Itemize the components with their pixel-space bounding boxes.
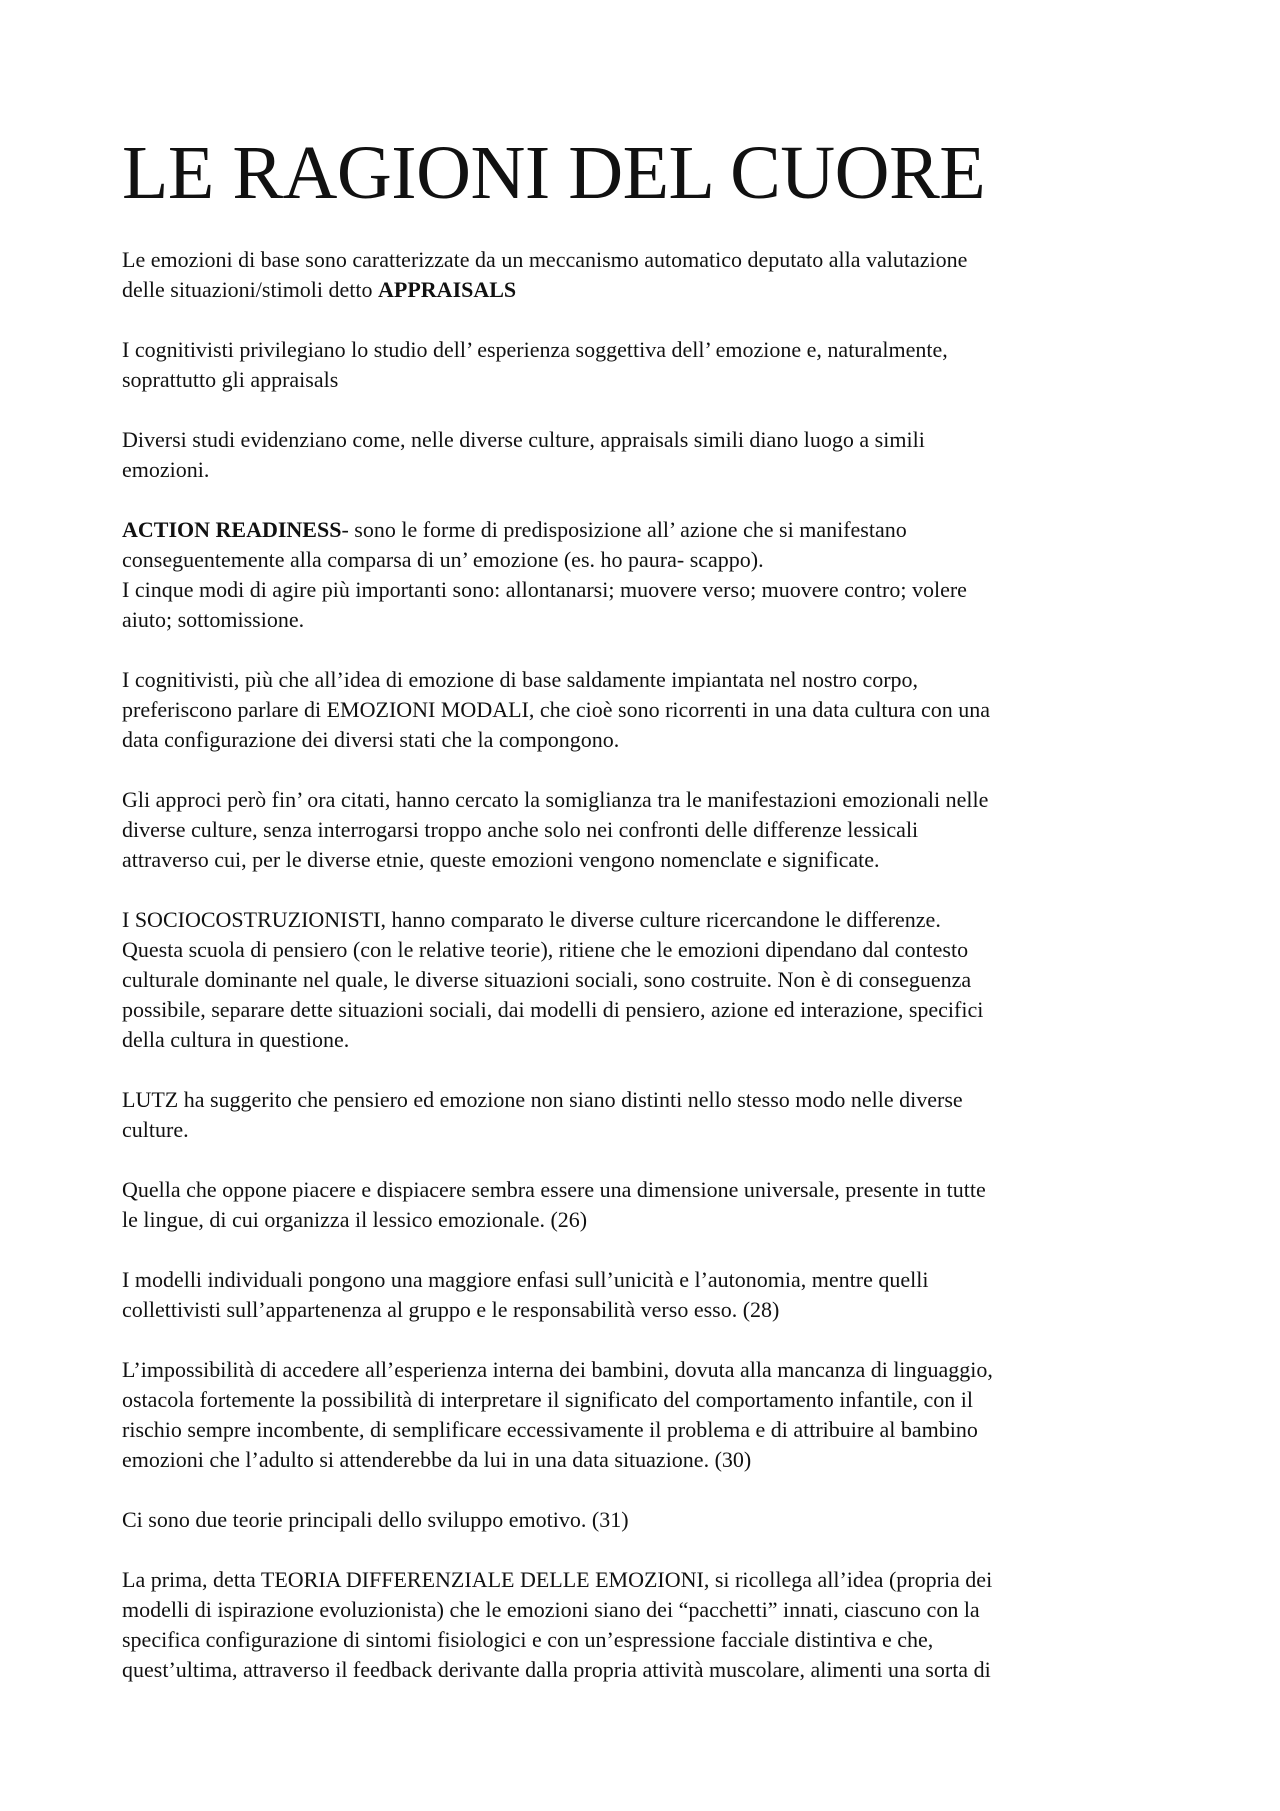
- paragraph-individual-models: [122, 1265, 1182, 1325]
- paragraph-action-readiness: [122, 515, 1182, 635]
- paragraph-socioconstructionists: [122, 905, 1182, 1055]
- text-line: attraverso cui, per le diverse etnie, queste emozioni vengono nomenclate e significate.: [122, 847, 880, 872]
- text-line: LUTZ ha suggerito che pensiero ed emozione non siano distinti nello stesso modo nelle diverse: [122, 1087, 963, 1112]
- text-line: diverse culture, senza interrogarsi troppo anche solo nei confronti delle differenze lessicali: [122, 817, 919, 842]
- text-line: data configurazione dei diversi stati che la compongono.: [122, 727, 620, 752]
- text-line: possibile, separare dette situazioni sociali, dai modelli di pensiero, azione ed interazione, specifici: [122, 997, 984, 1022]
- text-line: [122, 515, 1182, 545]
- paragraph-modal-emotions: [122, 665, 1182, 755]
- text-line: soprattutto gli appraisals: [122, 367, 339, 392]
- text-line: I cognitivisti privilegiano lo studio dell’ esperienza soggettiva dell’ emozione e, naturalmente,: [122, 337, 948, 362]
- text-line: Quella che oppone piacere e dispiacere sembra essere una dimensione universale, presente in tutte: [122, 1177, 986, 1202]
- text-line: modelli di ispirazione evoluzionista) che le emozioni siano dei “pacchetti” innati, ciascuno con la: [122, 1597, 980, 1622]
- text-line: preferiscono parlare di EMOZIONI MODALI, che cioè sono ricorrenti in una data cultura con una: [122, 697, 991, 722]
- text-line: emozioni.: [122, 457, 210, 482]
- text-line: I cognitivisti, più che all’idea di emozione di base saldamente impiantata nel nostro corpo,: [122, 667, 919, 692]
- text-line: della cultura in questione.: [122, 1027, 350, 1052]
- paragraph-appraisals: [122, 245, 1182, 305]
- text-line: I cinque modi di agire più importanti sono: allontanarsi; muovere verso; muovere contro; volere: [122, 577, 967, 602]
- text-line: aiuto; sottomissione.: [122, 607, 305, 632]
- text-line: Diversi studi evidenziano come, nelle diverse culture, appraisals simili diano luogo a simili: [122, 427, 925, 452]
- paragraph-cognitivists: [122, 335, 1182, 395]
- text-line: Questa scuola di pensiero (con le relative teorie), ritiene che le emozioni dipendano dal contesto: [122, 937, 969, 962]
- text-line: rischio sempre incombente, di semplificare eccessivamente il problema e di attribuire al bambino: [122, 1417, 978, 1442]
- paragraph-lutz: [122, 1085, 1182, 1145]
- text-line: conseguentemente alla comparsa di un’ emozione (es. ho paura- scappo).: [122, 547, 764, 572]
- text-line: emozioni che l’adulto si attenderebbe da lui in una data situazione. (30): [122, 1447, 752, 1472]
- text-line: Ci sono due teorie principali dello sviluppo emotivo. (31): [122, 1507, 629, 1532]
- text-run: delle situazioni/stimoli detto: [122, 277, 379, 302]
- paragraph-two-theories: [122, 1505, 1182, 1535]
- document-body: [122, 245, 1182, 1685]
- text-line: collettivisti sull’appartenenza al gruppo e le responsabilità verso esso. (28): [122, 1297, 780, 1322]
- text-run: - sono le forme di predisposizione all’ azione che si manifestano: [341, 517, 907, 542]
- page-title: LE RAGIONI DEL CUORE: [122, 131, 986, 215]
- paragraph-pleasure: [122, 1175, 1182, 1235]
- text-line: culturale dominante nel quale, le diverse situazioni sociali, sono costruite. Non è di conseguenza: [122, 967, 972, 992]
- paragraph-differential-theory: [122, 1565, 1182, 1685]
- text-line: le lingue, di cui organizza il lessico emozionale. (26): [122, 1207, 588, 1232]
- text-line: specifica configurazione di sintomi fisiologici e con un’espressione facciale distintiva e che,: [122, 1627, 934, 1652]
- text-line: L’impossibilità di accedere all’esperienza interna dei bambini, dovuta alla mancanza di linguaggio,: [122, 1357, 993, 1382]
- text-line: quest’ultima, attraverso il feedback derivante dalla propria attività muscolare, alimenti una sorta di: [122, 1657, 991, 1682]
- text-line: I modelli individuali pongono una maggiore enfasi sull’unicità e l’autonomia, mentre quelli: [122, 1267, 929, 1292]
- text-line: La prima, detta TEORIA DIFFERENZIALE DELLE EMOZIONI, si ricollega all’idea (propria dei: [122, 1567, 993, 1592]
- bold-term-appraisals: APPRAISALS: [378, 277, 517, 302]
- paragraph-studies: [122, 425, 1182, 485]
- text-line: ostacola fortemente la possibilità di interpretare il significato del comportamento infantile, con il: [122, 1387, 974, 1412]
- bold-term-action-readiness: ACTION READINESS: [122, 517, 342, 542]
- paragraph-children-experience: [122, 1355, 1182, 1475]
- text-line: Gli approci però fin’ ora citati, hanno cercato la somiglianza tra le manifestazioni emozionali nelle: [122, 787, 989, 812]
- text-line: Le emozioni di base sono caratterizzate da un meccanismo automatico deputato alla valutazione: [122, 247, 968, 272]
- text-line: culture.: [122, 1117, 189, 1142]
- text-line: I SOCIOCOSTRUZIONISTI, hanno comparato le diverse culture ricercandone le differenze.: [122, 907, 941, 932]
- text-line: [122, 275, 1182, 305]
- paragraph-approaches: [122, 785, 1182, 875]
